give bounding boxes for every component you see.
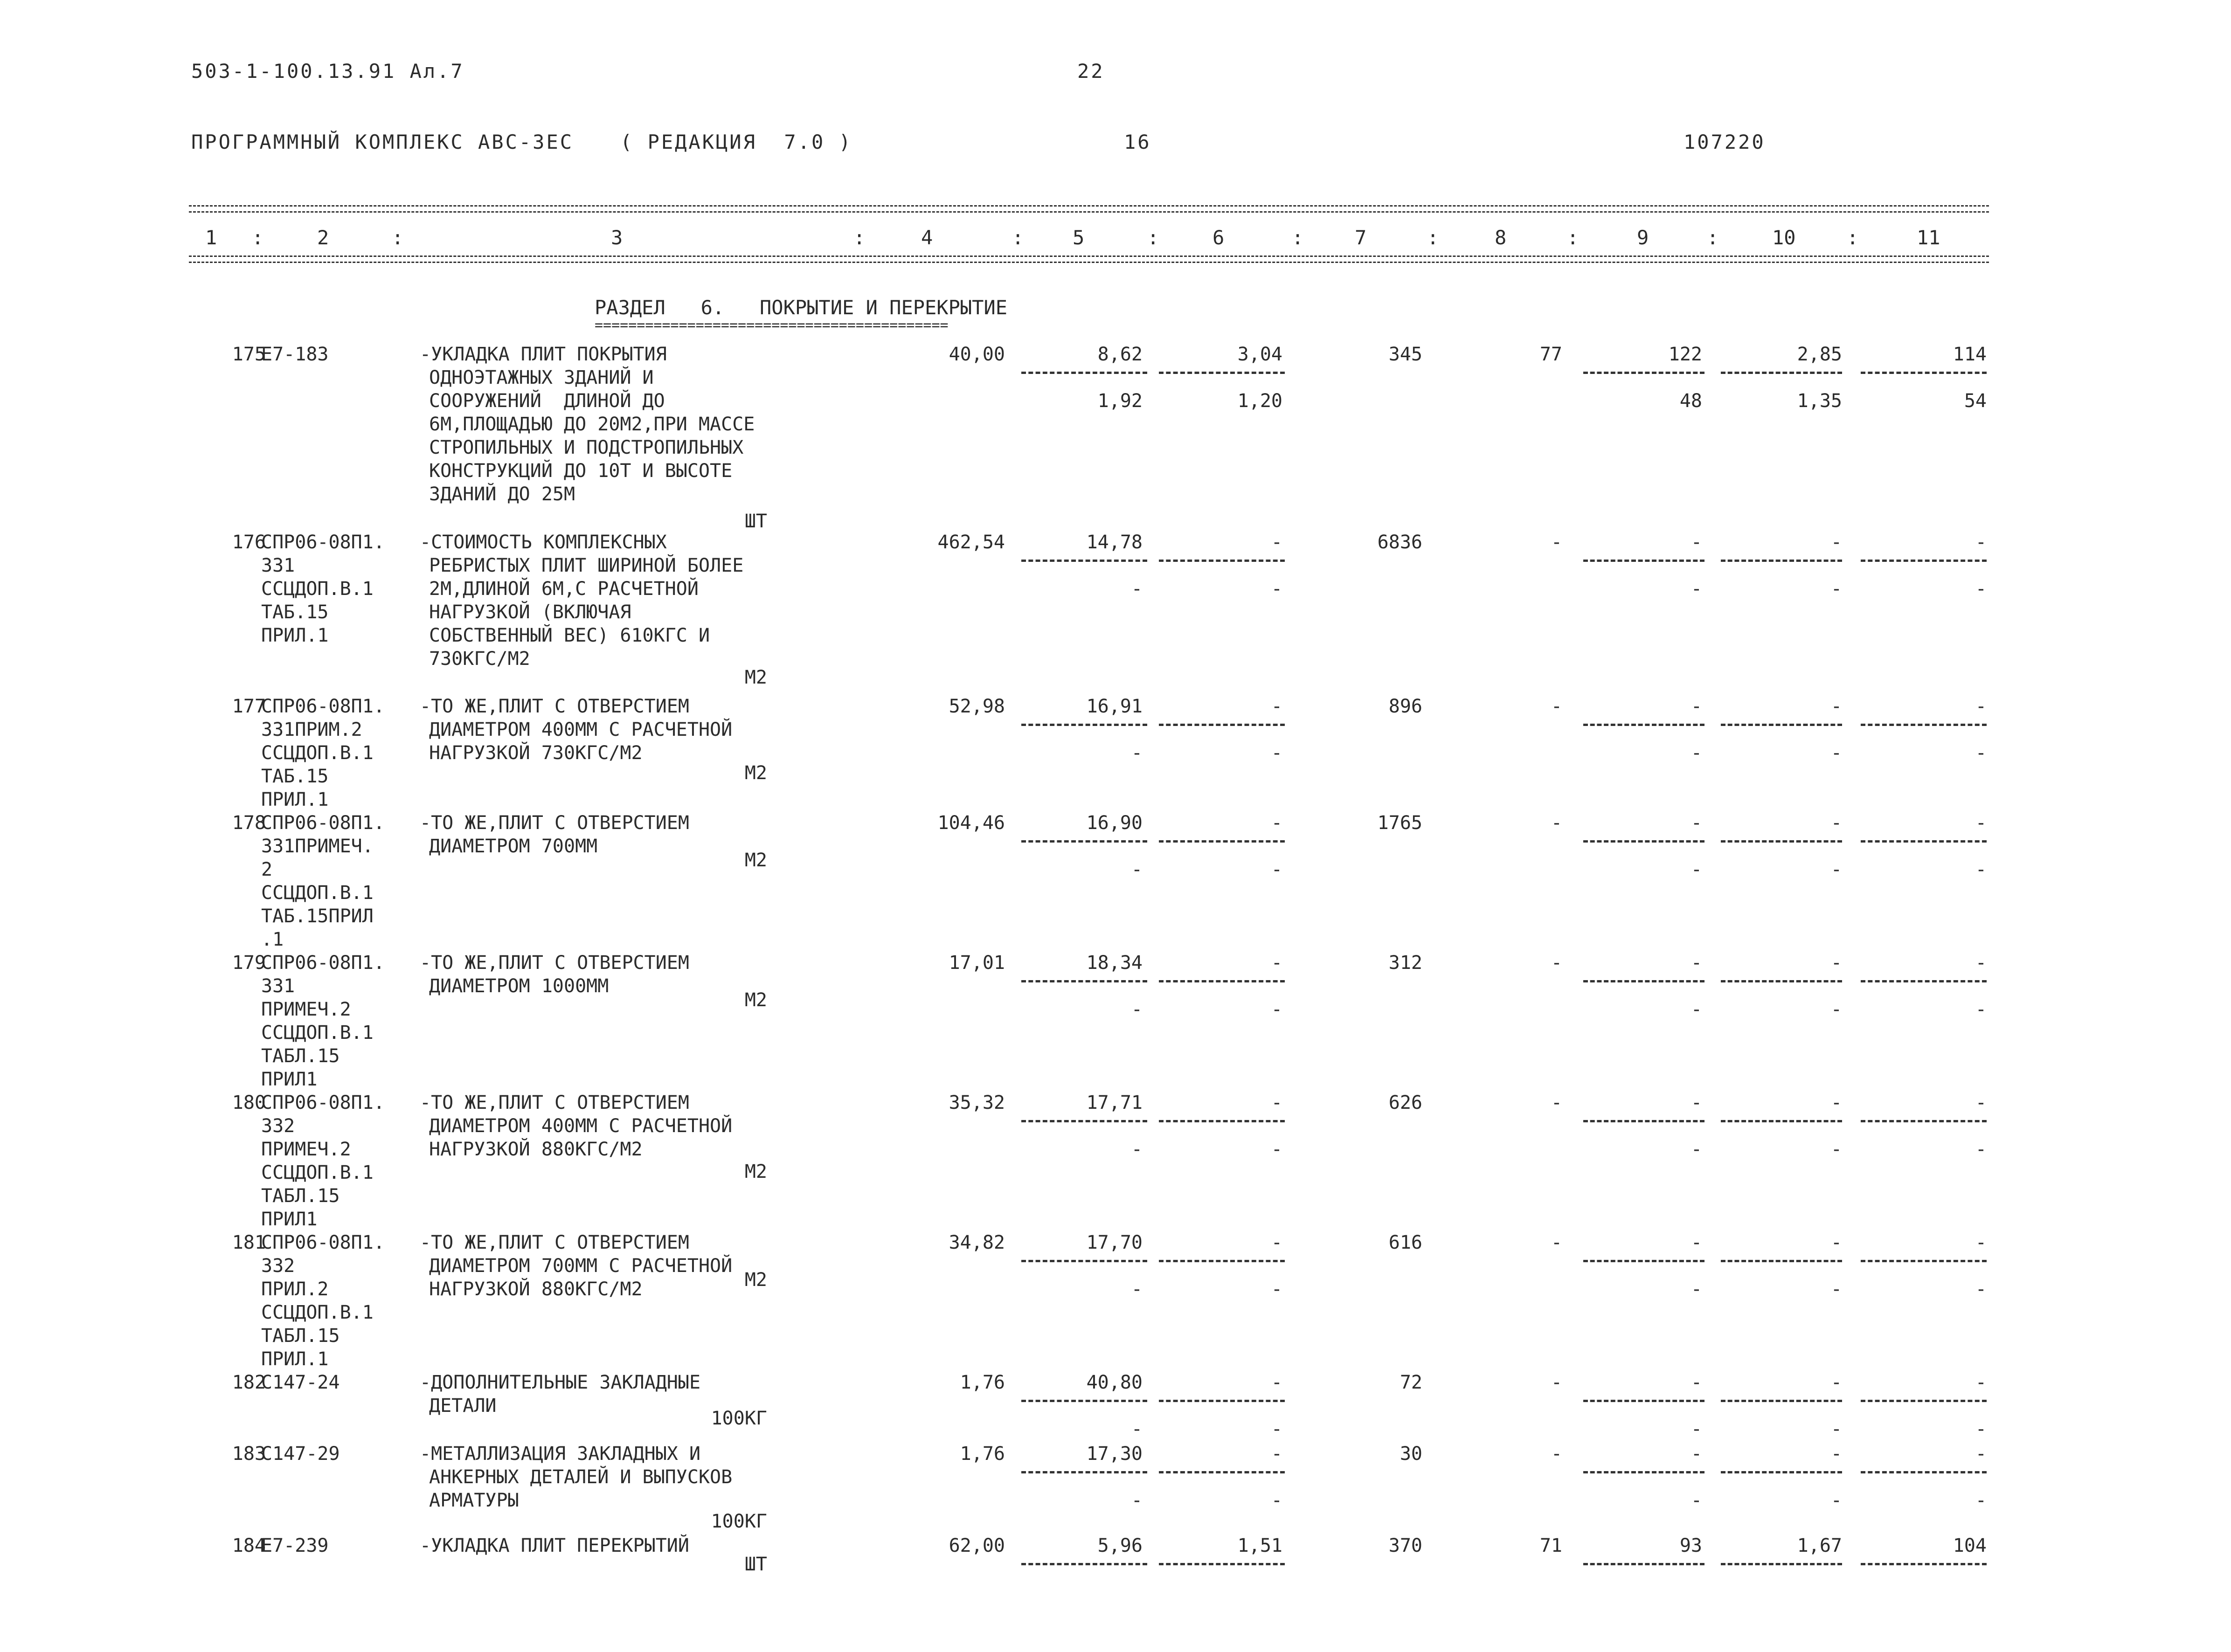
split-dash-rule — [1021, 560, 1147, 562]
norm-code-line: С147-24 — [261, 1372, 340, 1393]
split-dash-rule — [1721, 1400, 1842, 1402]
unit-of-measure: М2 — [744, 850, 767, 871]
unit-wage-value: - — [1131, 1279, 1143, 1300]
work-description-line: 2М,ДЛИНОЙ 6М,С РАСЧЕТНОЙ — [429, 578, 699, 600]
split-dash-rule — [1159, 1260, 1285, 1262]
split-dash-rule — [1861, 372, 1987, 374]
norm-code-line: Е7-183 — [261, 344, 329, 365]
machine-wage-total: 48 — [1679, 390, 1702, 412]
total-machines: - — [1691, 696, 1702, 717]
split-dash-rule — [1583, 840, 1704, 843]
unit-cost-machines: - — [1271, 1232, 1282, 1253]
labor-unit: - — [1830, 1443, 1842, 1465]
total-cost: 6836 — [1377, 532, 1422, 553]
work-description-line: 730КГС/М2 — [429, 648, 530, 670]
norm-code-line: ПРИМЕЧ.2 — [261, 1139, 351, 1160]
split-dash-rule — [1159, 1400, 1285, 1402]
unit-cost-machines: - — [1271, 1372, 1282, 1393]
row-number: 181 — [232, 1232, 266, 1253]
row-number: 178 — [232, 812, 266, 834]
split-dash-rule — [1861, 980, 1987, 982]
machine-wage-total: - — [1691, 999, 1702, 1020]
labor-total: - — [1975, 1443, 1987, 1465]
unit-cost-machines: - — [1271, 696, 1282, 717]
norm-code-line: 331ПРИМЕЧ. — [261, 836, 374, 857]
program-name: ПРОГРАММНЫЙ КОМПЛЕКС АВС-3ЕС — [191, 131, 574, 153]
labor-unit: - — [1830, 696, 1842, 717]
column-header-8: 8 — [1495, 226, 1507, 249]
total-wages: - — [1551, 696, 1562, 717]
norm-code-line: ПРИЛ.1 — [261, 789, 329, 810]
quantity-value: 40,00 — [949, 344, 1005, 365]
split-dash-rule — [1583, 724, 1704, 726]
column-header-11: 11 — [1917, 226, 1940, 249]
split-dash-rule — [1861, 1260, 1987, 1262]
split-dash-rule — [1861, 1400, 1987, 1402]
work-description-line: ДИАМЕТРОМ 400ММ С РАСЧЕТНОЙ — [429, 1115, 733, 1137]
labor-unit: - — [1830, 1092, 1842, 1113]
column-separator: : — [1567, 226, 1579, 249]
labor-unit: - — [1830, 532, 1842, 553]
split-dash-rule — [1721, 372, 1842, 374]
split-dash-rule — [1583, 372, 1704, 374]
machine-labor-unit: - — [1830, 859, 1842, 880]
unit-wage-value: - — [1131, 1490, 1143, 1511]
work-description-line: ДЕТАЛИ — [429, 1395, 497, 1417]
total-cost: 626 — [1388, 1092, 1422, 1113]
total-machines: - — [1691, 952, 1702, 974]
machine-labor-total: - — [1975, 1490, 1987, 1511]
work-description-line: СОБСТВЕННЫЙ ВЕС) 610КГС И — [429, 625, 710, 646]
work-description-line: СТРОПИЛЬНЫХ И ПОДСТРОПИЛЬНЫХ — [429, 437, 744, 458]
column-separator: : — [1012, 226, 1024, 249]
quantity-value: 35,32 — [949, 1092, 1005, 1113]
work-description-line: НАГРУЗКОЙ 730КГС/М2 — [429, 742, 643, 764]
row-number: 179 — [232, 952, 266, 974]
work-description-line: -ДОПОЛНИТЕЛЬНЫЕ ЗАКЛАДНЫЕ — [420, 1372, 701, 1393]
total-machines: - — [1691, 1443, 1702, 1465]
split-dash-rule — [1159, 1563, 1285, 1565]
machine-labor-total: - — [1975, 1139, 1987, 1160]
column-separator: : — [1707, 226, 1719, 249]
norm-code-line: ССЦДОП.В.1 — [261, 1162, 374, 1183]
split-dash-rule — [1021, 1120, 1147, 1122]
unit-machine-wage-value: - — [1271, 578, 1282, 600]
labor-unit: - — [1830, 952, 1842, 974]
machine-labor-total: - — [1975, 1418, 1987, 1440]
machine-labor-total: - — [1975, 1279, 1987, 1300]
table-header-bottom-rule — [189, 256, 1989, 263]
split-dash-rule — [1583, 1563, 1704, 1565]
total-wages: - — [1551, 1092, 1562, 1113]
machine-labor-unit: 1,35 — [1797, 390, 1842, 412]
norm-code-line: ТАБ.15ПРИЛ — [261, 905, 374, 927]
unit-wage-value: 1,92 — [1097, 390, 1143, 412]
machine-labor-unit: - — [1830, 1418, 1842, 1440]
machine-labor-total: - — [1975, 578, 1987, 600]
norm-code-line: 331 — [261, 975, 295, 997]
norm-code-line: СПР06-08П1. — [261, 532, 385, 553]
column-separator: : — [1847, 226, 1859, 249]
unit-machine-wage-value: - — [1271, 1279, 1282, 1300]
norm-code-line: ТАБЛ.15 — [261, 1325, 340, 1347]
quantity-value: 104,46 — [937, 812, 1005, 834]
work-description-line: ЗДАНИЙ ДО 25М — [429, 484, 575, 505]
column-separator: : — [1147, 226, 1159, 249]
machine-labor-unit: - — [1830, 742, 1842, 764]
row-number: 180 — [232, 1092, 266, 1113]
total-cost: 30 — [1400, 1443, 1422, 1465]
norm-code-line: ТАБ.15 — [261, 601, 329, 623]
labor-total: - — [1975, 1232, 1987, 1253]
unit-machine-wage-value: - — [1271, 742, 1282, 764]
unit-of-measure: ШТ — [744, 1554, 767, 1575]
work-description-line: СООРУЖЕНИЙ ДЛИНОЙ ДО — [429, 390, 665, 412]
norm-code-line: СПР06-08П1. — [261, 952, 385, 974]
machine-wage-total: - — [1691, 859, 1702, 880]
machine-wage-total: - — [1691, 578, 1702, 600]
split-dash-rule — [1721, 840, 1842, 843]
work-description-line: ДИАМЕТРОМ 1000ММ — [429, 975, 609, 997]
split-dash-rule — [1021, 724, 1147, 726]
program-edition: ( РЕДАКЦИЯ 7.0 ) — [620, 131, 852, 153]
column-separator: : — [1292, 226, 1304, 249]
norm-code-line: СПР06-08П1. — [261, 1092, 385, 1113]
total-cost: 72 — [1400, 1372, 1422, 1393]
norm-code-line: СПР06-08П1. — [261, 812, 385, 834]
split-dash-rule — [1021, 840, 1147, 843]
work-description-line: -УКЛАДКА ПЛИТ ПОКРЫТИЯ — [420, 344, 667, 365]
column-separator: : — [252, 226, 264, 249]
split-dash-rule — [1583, 1120, 1704, 1122]
unit-wage-value: - — [1131, 742, 1143, 764]
total-machines: - — [1691, 1092, 1702, 1113]
unit-machine-wage-value: - — [1271, 1139, 1282, 1160]
norm-code-line: Е7-239 — [261, 1535, 329, 1556]
norm-code-line: ТАБЛ.15 — [261, 1185, 340, 1207]
document-id-code: 107220 — [1684, 131, 1766, 153]
norm-code-line: СПР06-08П1. — [261, 696, 385, 717]
unit-of-measure: М2 — [744, 667, 767, 688]
split-dash-rule — [1721, 1563, 1842, 1565]
total-wages: - — [1551, 812, 1562, 834]
split-dash-rule — [1861, 724, 1987, 726]
norm-code-line: .1 — [261, 929, 284, 950]
split-dash-rule — [1721, 560, 1842, 562]
labor-unit: - — [1830, 1372, 1842, 1393]
unit-cost-total: 18,34 — [1086, 952, 1143, 974]
column-header-4: 4 — [921, 226, 933, 249]
column-header-3: 3 — [611, 226, 623, 249]
machine-wage-total: - — [1691, 742, 1702, 764]
section-title: РАЗДЕЛ 6. ПОКРЫТИЕ И ПЕРЕКРЫТИЕ — [595, 296, 1008, 319]
labor-unit: 1,67 — [1797, 1535, 1842, 1556]
total-cost: 1765 — [1377, 812, 1422, 834]
work-description-line: НАГРУЗКОЙ (ВКЛЮЧАЯ — [429, 601, 631, 623]
labor-total: - — [1975, 696, 1987, 717]
unit-wage-value: - — [1131, 1139, 1143, 1160]
unit-cost-machines: 1,51 — [1237, 1535, 1282, 1556]
column-separator: : — [1427, 226, 1439, 249]
norm-code-line: ПРИЛ.2 — [261, 1279, 329, 1300]
work-description-line: ДИАМЕТРОМ 400ММ С РАСЧЕТНОЙ — [429, 719, 733, 740]
split-dash-rule — [1861, 560, 1987, 562]
work-description-line: АРМАТУРЫ — [429, 1490, 519, 1511]
split-dash-rule — [1021, 1563, 1147, 1565]
quantity-value: 17,01 — [949, 952, 1005, 974]
labor-total: - — [1975, 812, 1987, 834]
quantity-value: 1,76 — [960, 1443, 1005, 1465]
unit-machine-wage-value: 1,20 — [1237, 390, 1282, 412]
column-header-1: 1 — [205, 226, 217, 249]
unit-wage-value: - — [1131, 859, 1143, 880]
row-number: 176 — [232, 532, 266, 553]
column-separator: : — [392, 226, 404, 249]
split-dash-rule — [1721, 980, 1842, 982]
work-description-line: КОНСТРУКЦИЙ ДО 10Т И ВЫСОТЕ — [429, 460, 733, 482]
total-cost: 370 — [1388, 1535, 1422, 1556]
work-description-line: НАГРУЗКОЙ 880КГС/М2 — [429, 1139, 643, 1160]
work-description-line: ОДНОЭТАЖНЫХ ЗДАНИЙ И — [429, 367, 654, 388]
total-wages: - — [1551, 532, 1562, 553]
work-description-line: -ТО ЖЕ,ПЛИТ С ОТВЕРСТИЕМ — [420, 696, 689, 717]
column-header-9: 9 — [1637, 226, 1649, 249]
work-description-line: АНКЕРНЫХ ДЕТАЛЕЙ И ВЫПУСКОВ — [429, 1466, 733, 1488]
row-number: 177 — [232, 696, 266, 717]
column-header-5: 5 — [1073, 226, 1085, 249]
work-description-line: -ТО ЖЕ,ПЛИТ С ОТВЕРСТИЕМ — [420, 812, 689, 834]
total-machines: 93 — [1679, 1535, 1702, 1556]
norm-code-line: ПРИЛ.1 — [261, 1348, 329, 1370]
unit-of-measure: 100КГ — [711, 1511, 767, 1532]
labor-unit: - — [1830, 812, 1842, 834]
machine-labor-total: - — [1975, 999, 1987, 1020]
norm-code-line: 332 — [261, 1115, 295, 1137]
total-wages: 71 — [1539, 1535, 1562, 1556]
total-machines: 122 — [1668, 344, 1702, 365]
labor-unit: - — [1830, 1232, 1842, 1253]
split-dash-rule — [1861, 840, 1987, 843]
total-cost: 896 — [1388, 696, 1422, 717]
total-cost: 616 — [1388, 1232, 1422, 1253]
split-dash-rule — [1159, 560, 1285, 562]
split-dash-rule — [1583, 1400, 1704, 1402]
unit-cost-total: 16,91 — [1086, 696, 1143, 717]
split-dash-rule — [1159, 980, 1285, 982]
norm-code-line: 331ПРИМ.2 — [261, 719, 362, 740]
unit-cost-total: 16,90 — [1086, 812, 1143, 834]
unit-machine-wage-value: - — [1271, 1490, 1282, 1511]
work-description-line: -ТО ЖЕ,ПЛИТ С ОТВЕРСТИЕМ — [420, 1092, 689, 1113]
norm-code-line: ССЦДОП.В.1 — [261, 1302, 374, 1323]
labor-total: - — [1975, 532, 1987, 553]
norm-code-line: ССЦДОП.В.1 — [261, 578, 374, 600]
unit-cost-total: 14,78 — [1086, 532, 1143, 553]
split-dash-rule — [1721, 1260, 1842, 1262]
work-description-line: НАГРУЗКОЙ 880КГС/М2 — [429, 1279, 643, 1300]
unit-machine-wage-value: - — [1271, 859, 1282, 880]
norm-code-line: ССЦДОП.В.1 — [261, 742, 374, 764]
row-number: 182 — [232, 1372, 266, 1393]
column-header-7: 7 — [1355, 226, 1367, 249]
total-cost: 312 — [1388, 952, 1422, 974]
split-dash-rule — [1021, 1471, 1147, 1473]
split-dash-rule — [1861, 1563, 1987, 1565]
work-description-line: -СТОИМОСТЬ КОМПЛЕКСНЫХ — [420, 532, 667, 553]
labor-total: 104 — [1953, 1535, 1987, 1556]
unit-of-measure: 100КГ — [711, 1408, 767, 1429]
machine-wage-total: - — [1691, 1279, 1702, 1300]
norm-code-line: ПРИМЕЧ.2 — [261, 999, 351, 1020]
unit-wage-value: - — [1131, 999, 1143, 1020]
work-description-line: -УКЛАДКА ПЛИТ ПЕРЕКРЫТИЙ — [420, 1535, 689, 1556]
quantity-value: 52,98 — [949, 696, 1005, 717]
norm-code-line: 332 — [261, 1255, 295, 1277]
unit-wage-value: - — [1131, 1418, 1143, 1440]
norm-code-line: ТАБ.15 — [261, 766, 329, 787]
unit-cost-total: 17,70 — [1086, 1232, 1143, 1253]
total-wages: - — [1551, 1232, 1562, 1253]
row-number: 175 — [232, 344, 266, 365]
unit-cost-machines: - — [1271, 952, 1282, 974]
machine-labor-total: - — [1975, 859, 1987, 880]
unit-of-measure: М2 — [744, 1161, 767, 1182]
column-header-2: 2 — [317, 226, 329, 249]
split-dash-rule — [1021, 1400, 1147, 1402]
column-separator: : — [853, 226, 866, 249]
unit-of-measure: М2 — [744, 989, 767, 1011]
split-dash-rule — [1159, 1471, 1285, 1473]
sheet-number: 16 — [1124, 131, 1151, 153]
total-cost: 345 — [1388, 344, 1422, 365]
document-code: 503-1-100.13.91 Ал.7 — [191, 60, 464, 83]
split-dash-rule — [1583, 980, 1704, 982]
total-wages: 77 — [1539, 344, 1562, 365]
quantity-value: 462,54 — [937, 532, 1005, 553]
norm-code-line: С147-29 — [261, 1443, 340, 1465]
norm-code-line: ТАБЛ.15 — [261, 1045, 340, 1067]
split-dash-rule — [1721, 1120, 1842, 1122]
split-dash-rule — [1021, 1260, 1147, 1262]
unit-machine-wage-value: - — [1271, 999, 1282, 1020]
work-description-line: -МЕТАЛЛИЗАЦИЯ ЗАКЛАДНЫХ И — [420, 1443, 701, 1465]
labor-unit: 2,85 — [1797, 344, 1842, 365]
quantity-value: 1,76 — [960, 1372, 1005, 1393]
split-dash-rule — [1583, 1471, 1704, 1473]
unit-cost-total: 40,80 — [1086, 1372, 1143, 1393]
split-dash-rule — [1583, 1260, 1704, 1262]
unit-of-measure: М2 — [744, 762, 767, 784]
unit-of-measure: М2 — [744, 1269, 767, 1291]
total-machines: - — [1691, 812, 1702, 834]
unit-cost-total: 17,30 — [1086, 1443, 1143, 1465]
work-description-line: -ТО ЖЕ,ПЛИТ С ОТВЕРСТИЕМ — [420, 1232, 689, 1253]
work-description-line: ДИАМЕТРОМ 700ММ — [429, 836, 598, 857]
total-wages: - — [1551, 952, 1562, 974]
unit-cost-machines: - — [1271, 1443, 1282, 1465]
norm-code-line: ПРИЛ1 — [261, 1069, 318, 1090]
total-machines: - — [1691, 1232, 1702, 1253]
split-dash-rule — [1721, 724, 1842, 726]
norm-code-line: 331 — [261, 555, 295, 576]
split-dash-rule — [1159, 372, 1285, 374]
norm-code-line: ПРИЛ.1 — [261, 625, 329, 646]
unit-cost-machines: - — [1271, 812, 1282, 834]
split-dash-rule — [1721, 1471, 1842, 1473]
machine-wage-total: - — [1691, 1418, 1702, 1440]
row-number: 183 — [232, 1443, 266, 1465]
work-description-line: -ТО ЖЕ,ПЛИТ С ОТВЕРСТИЕМ — [420, 952, 689, 974]
split-dash-rule — [1021, 372, 1147, 374]
split-dash-rule — [1159, 1120, 1285, 1122]
machine-labor-total: 54 — [1964, 390, 1987, 412]
column-header-10: 10 — [1772, 226, 1796, 249]
split-dash-rule — [1583, 560, 1704, 562]
machine-labor-total: - — [1975, 742, 1987, 764]
quantity-value: 62,00 — [949, 1535, 1005, 1556]
norm-code-line: ПРИЛ1 — [261, 1209, 318, 1230]
total-machines: - — [1691, 532, 1702, 553]
machine-labor-unit: - — [1830, 1490, 1842, 1511]
labor-total: - — [1975, 952, 1987, 974]
machine-labor-unit: - — [1830, 1139, 1842, 1160]
split-dash-rule — [1021, 980, 1147, 982]
unit-cost-total: 8,62 — [1097, 344, 1143, 365]
total-wages: - — [1551, 1443, 1562, 1465]
norm-code-line: ССЦДОП.В.1 — [261, 1022, 374, 1044]
labor-total: - — [1975, 1092, 1987, 1113]
page-number: 22 — [1077, 60, 1105, 83]
norm-code-line: ССЦДОП.В.1 — [261, 882, 374, 904]
split-dash-rule — [1159, 840, 1285, 843]
table-top-rule — [189, 205, 1989, 213]
column-header-6: 6 — [1212, 226, 1225, 249]
total-machines: - — [1691, 1372, 1702, 1393]
machine-labor-unit: - — [1830, 1279, 1842, 1300]
work-description-line: ДИАМЕТРОМ 700ММ С РАСЧЕТНОЙ — [429, 1255, 733, 1277]
norm-code-line: СПР06-08П1. — [261, 1232, 385, 1253]
split-dash-rule — [1861, 1120, 1987, 1122]
quantity-value: 34,82 — [949, 1232, 1005, 1253]
unit-cost-total: 5,96 — [1097, 1535, 1143, 1556]
unit-cost-machines: - — [1271, 532, 1282, 553]
section-underline: ========================================== — [595, 317, 949, 333]
labor-total: 114 — [1953, 344, 1987, 365]
split-dash-rule — [1861, 1471, 1987, 1473]
machine-wage-total: - — [1691, 1139, 1702, 1160]
unit-cost-machines: 3,04 — [1237, 344, 1282, 365]
work-description-line: РЕБРИСТЫХ ПЛИТ ШИРИНОЙ БОЛЕЕ — [429, 555, 744, 576]
unit-cost-machines: - — [1271, 1092, 1282, 1113]
work-description-line: 6М,ПЛОЩАДЬЮ ДО 20М2,ПРИ МАССЕ — [429, 414, 755, 435]
labor-total: - — [1975, 1372, 1987, 1393]
row-number: 184 — [232, 1535, 266, 1556]
norm-code-line: 2 — [261, 859, 273, 880]
machine-wage-total: - — [1691, 1490, 1702, 1511]
unit-machine-wage-value: - — [1271, 1418, 1282, 1440]
machine-labor-unit: - — [1830, 999, 1842, 1020]
unit-cost-total: 17,71 — [1086, 1092, 1143, 1113]
split-dash-rule — [1159, 724, 1285, 726]
unit-of-measure: ШТ — [744, 511, 767, 532]
unit-wage-value: - — [1131, 578, 1143, 600]
total-wages: - — [1551, 1372, 1562, 1393]
machine-labor-unit: - — [1830, 578, 1842, 600]
